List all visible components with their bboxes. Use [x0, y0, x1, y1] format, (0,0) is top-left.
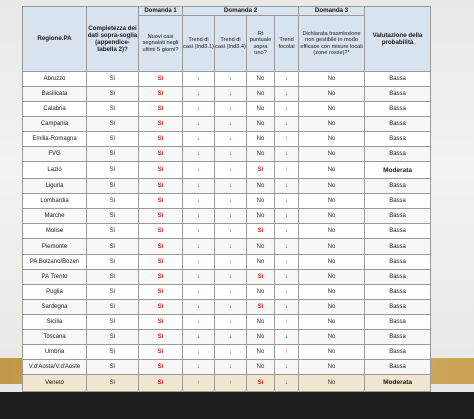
cell-nuovi-casi: Sì: [139, 239, 183, 254]
video-bottom-bar: [0, 392, 474, 419]
cell-trend-focolai: ↓: [275, 374, 299, 391]
cell-dichiarata: No: [299, 239, 365, 254]
cell-nuovi-casi: Sì: [139, 374, 183, 391]
cell-completezza: Sì: [87, 299, 139, 314]
cell-trend-focolai: ↓: [275, 72, 299, 87]
cell-trend-focolai: ↓: [275, 239, 299, 254]
cell-probabilita: Bassa: [365, 359, 431, 374]
cell-dichiarata: No: [299, 329, 365, 344]
cell-trend-focolai: ↑: [275, 314, 299, 329]
cell-probabilita: Bassa: [365, 239, 431, 254]
cell-rt-puntuale: No: [247, 314, 275, 329]
cell-rt-puntuale: No: [247, 117, 275, 132]
cell-rt-puntuale: Sì: [247, 269, 275, 284]
cell-region: Sicilia: [23, 314, 87, 329]
cell-dichiarata: No: [299, 117, 365, 132]
cell-dichiarata: No: [299, 102, 365, 117]
cell-completezza: Sì: [87, 314, 139, 329]
cell-trend-ind34: ↓: [215, 102, 247, 117]
cell-nuovi-casi: Sì: [139, 269, 183, 284]
cell-nuovi-casi: Sì: [139, 209, 183, 224]
cell-dichiarata: No: [299, 254, 365, 269]
cell-nuovi-casi: Sì: [139, 254, 183, 269]
cell-completezza: Sì: [87, 344, 139, 359]
cell-completezza: Sì: [87, 239, 139, 254]
cell-nuovi-casi: Sì: [139, 329, 183, 344]
header-nuovi-casi: Nuovi casi segnalati negli ultimi 5 giorni?: [139, 16, 183, 72]
cell-region: Marche: [23, 209, 87, 224]
cell-trend-focolai: ↓: [275, 329, 299, 344]
cell-trend-ind34: ↓: [215, 117, 247, 132]
cell-rt-puntuale: No: [247, 102, 275, 117]
cell-trend-focolai: ↓: [275, 179, 299, 194]
cell-trend-ind34: ↓: [215, 269, 247, 284]
cell-completezza: Sì: [87, 132, 139, 147]
cell-rt-puntuale: Sì: [247, 299, 275, 314]
table-row: [23, 72, 431, 87]
cell-region: Liguria: [23, 179, 87, 194]
cell-rt-puntuale: No: [247, 329, 275, 344]
cell-rt-puntuale: No: [247, 254, 275, 269]
cell-region: Emilia-Romagna: [23, 132, 87, 147]
cell-trend-ind31: ↓: [183, 162, 215, 179]
cell-trend-ind34: ↑: [215, 374, 247, 391]
cell-probabilita: Bassa: [365, 269, 431, 284]
cell-trend-focolai: ↓: [275, 269, 299, 284]
cell-region: FVG: [23, 147, 87, 162]
cell-trend-ind31: ↓: [183, 87, 215, 102]
cell-probabilita: Bassa: [365, 209, 431, 224]
cell-nuovi-casi: Sì: [139, 102, 183, 117]
cell-trend-focolai: ↓: [275, 209, 299, 224]
cell-trend-focolai: ↓: [275, 284, 299, 299]
cell-completezza: Sì: [87, 87, 139, 102]
table-row: [23, 299, 431, 314]
cell-trend-focolai: ↑: [275, 162, 299, 179]
cell-region: Puglia: [23, 284, 87, 299]
cell-completezza: Sì: [87, 102, 139, 117]
cell-rt-puntuale: Sì: [247, 224, 275, 239]
cell-trend-ind34: ↓: [215, 179, 247, 194]
cell-probabilita: Bassa: [365, 72, 431, 87]
header-trend-ind31: Trend di casi (Ind3.1): [183, 16, 215, 72]
cell-dichiarata: No: [299, 132, 365, 147]
cell-trend-ind31: ↓: [183, 239, 215, 254]
cell-dichiarata: No: [299, 179, 365, 194]
cell-probabilita: Moderata: [365, 162, 431, 179]
cell-nuovi-casi: Sì: [139, 314, 183, 329]
cell-region: Calabria: [23, 102, 87, 117]
cell-trend-ind34: ↓: [215, 239, 247, 254]
cell-completezza: Sì: [87, 147, 139, 162]
cell-trend-ind34: ↓: [215, 162, 247, 179]
cell-trend-ind34: ↓: [215, 194, 247, 209]
table-row: [23, 179, 431, 194]
header-valutazione: Valutazione della probabilità: [365, 7, 431, 72]
cell-completezza: Sì: [87, 209, 139, 224]
cell-trend-ind31: ↓: [183, 209, 215, 224]
cell-trend-ind34: ↓: [215, 299, 247, 314]
header-domanda-1: Domanda 1: [139, 7, 183, 16]
cell-trend-ind34: ↓: [215, 359, 247, 374]
cell-rt-puntuale: No: [247, 179, 275, 194]
cell-trend-ind31: ↓: [183, 299, 215, 314]
cell-trend-ind31: ↓: [183, 254, 215, 269]
cell-probabilita: Bassa: [365, 132, 431, 147]
cell-region: PA Bolzano/Bozen: [23, 254, 87, 269]
cell-dichiarata: No: [299, 87, 365, 102]
cell-region: Lazio: [23, 162, 87, 179]
cell-nuovi-casi: Sì: [139, 132, 183, 147]
cell-trend-ind34: ↓: [215, 329, 247, 344]
cell-completezza: Sì: [87, 359, 139, 374]
cell-probabilita: Moderata: [365, 374, 431, 391]
cell-trend-focolai: ↓: [275, 117, 299, 132]
cell-nuovi-casi: Sì: [139, 147, 183, 162]
cell-nuovi-casi: Sì: [139, 299, 183, 314]
cell-trend-ind34: ↓: [215, 147, 247, 162]
cell-completezza: Sì: [87, 162, 139, 179]
cell-completezza: Sì: [87, 72, 139, 87]
cell-dichiarata: No: [299, 284, 365, 299]
cell-trend-focolai: ↓: [275, 299, 299, 314]
cell-rt-puntuale: No: [247, 147, 275, 162]
cell-probabilita: Bassa: [365, 329, 431, 344]
cell-probabilita: Bassa: [365, 224, 431, 239]
table-row: [23, 329, 431, 344]
cell-trend-ind31: ↓: [183, 147, 215, 162]
cell-trend-ind31: ↓: [183, 314, 215, 329]
cell-region: Toscana: [23, 329, 87, 344]
header-trend-ind34: Trend di casi (Ind3.4): [215, 16, 247, 72]
cell-region: Piemonte: [23, 239, 87, 254]
table-row: [23, 374, 431, 391]
cell-dichiarata: No: [299, 224, 365, 239]
cell-rt-puntuale: No: [247, 72, 275, 87]
table-row: [23, 87, 431, 102]
table-row: [23, 102, 431, 117]
cell-nuovi-casi: Sì: [139, 87, 183, 102]
probability-table: [22, 6, 431, 392]
cell-nuovi-casi: Sì: [139, 284, 183, 299]
header-trend-focolai: Trend focolai: [275, 16, 299, 72]
cell-dichiarata: No: [299, 269, 365, 284]
cell-trend-ind34: ↓: [215, 132, 247, 147]
cell-trend-ind31: ↓: [183, 284, 215, 299]
cell-trend-ind31: ↓: [183, 132, 215, 147]
table-row: [23, 132, 431, 147]
cell-region: Abruzzo: [23, 72, 87, 87]
cell-rt-puntuale: No: [247, 359, 275, 374]
cell-region: Campania: [23, 117, 87, 132]
cell-nuovi-casi: Sì: [139, 162, 183, 179]
cell-completezza: Sì: [87, 117, 139, 132]
cell-rt-puntuale: No: [247, 239, 275, 254]
cell-probabilita: Bassa: [365, 299, 431, 314]
cell-completezza: Sì: [87, 329, 139, 344]
cell-nuovi-casi: Sì: [139, 179, 183, 194]
header-completezza: Completezza dei dati sopra-soglia (appendice-tabella 2)?: [87, 7, 139, 72]
cell-trend-ind31: ↓: [183, 179, 215, 194]
cell-rt-puntuale: No: [247, 284, 275, 299]
cell-dichiarata: No: [299, 344, 365, 359]
cell-trend-ind31: ↓: [183, 102, 215, 117]
cell-probabilita: Bassa: [365, 179, 431, 194]
cell-trend-ind34: ↓: [215, 314, 247, 329]
header-region: Regione.PA: [23, 7, 87, 72]
cell-trend-ind34: ↓: [215, 284, 247, 299]
cell-nuovi-casi: Sì: [139, 359, 183, 374]
header-dichiarata: Dichiarata trasmissione non gestibile in modo efficace con misure locali (zone rosse)?*: [299, 16, 365, 72]
header-domanda-2: Domanda 2: [183, 7, 299, 16]
cell-region: PA Trento: [23, 269, 87, 284]
cell-completezza: Sì: [87, 269, 139, 284]
cell-rt-puntuale: No: [247, 344, 275, 359]
table-row: [23, 117, 431, 132]
cell-trend-ind31: ↓: [183, 117, 215, 132]
cell-probabilita: Bassa: [365, 344, 431, 359]
cell-rt-puntuale: No: [247, 87, 275, 102]
cell-trend-focolai: ↓: [275, 102, 299, 117]
cell-trend-focolai: ↑: [275, 132, 299, 147]
cell-trend-ind31: ↓: [183, 194, 215, 209]
cell-rt-puntuale: No: [247, 194, 275, 209]
cell-trend-focolai: ↑: [275, 344, 299, 359]
cell-nuovi-casi: Sì: [139, 224, 183, 239]
cell-dichiarata: No: [299, 162, 365, 179]
cell-trend-focolai: ↓: [275, 87, 299, 102]
cell-probabilita: Bassa: [365, 314, 431, 329]
cell-rt-puntuale: Sì: [247, 374, 275, 391]
cell-trend-ind31: ↑: [183, 374, 215, 391]
table-row: [23, 359, 431, 374]
table-row: [23, 147, 431, 162]
table-row: [23, 314, 431, 329]
cell-trend-focolai: ↓: [275, 254, 299, 269]
table-row: [23, 269, 431, 284]
header-rt-puntuale: Rt puntuale sopra uno?: [247, 16, 275, 72]
cell-rt-puntuale: No: [247, 132, 275, 147]
cell-nuovi-casi: Sì: [139, 344, 183, 359]
cell-completezza: Sì: [87, 374, 139, 391]
cell-dichiarata: No: [299, 374, 365, 391]
cell-trend-ind31: ↓: [183, 329, 215, 344]
cell-trend-focolai: ↓: [275, 224, 299, 239]
cell-trend-focolai: ↓: [275, 147, 299, 162]
cell-dichiarata: No: [299, 72, 365, 87]
cell-completezza: Sì: [87, 254, 139, 269]
cell-trend-ind34: ↓: [215, 87, 247, 102]
cell-dichiarata: No: [299, 299, 365, 314]
cell-nuovi-casi: Sì: [139, 194, 183, 209]
cell-probabilita: Bassa: [365, 87, 431, 102]
cell-completezza: Sì: [87, 179, 139, 194]
cell-completezza: Sì: [87, 284, 139, 299]
cell-trend-ind31: ↓: [183, 72, 215, 87]
cell-probabilita: Bassa: [365, 117, 431, 132]
cell-rt-puntuale: Sì: [247, 162, 275, 179]
table-row: [23, 209, 431, 224]
cell-trend-ind34: ↓: [215, 72, 247, 87]
table-row: [23, 239, 431, 254]
cell-rt-puntuale: No: [247, 209, 275, 224]
table-row: [23, 162, 431, 179]
cell-probabilita: Bassa: [365, 194, 431, 209]
cell-region: Molise: [23, 224, 87, 239]
cell-trend-ind31: ↓: [183, 344, 215, 359]
cell-dichiarata: No: [299, 359, 365, 374]
cell-probabilita: Bassa: [365, 284, 431, 299]
cell-trend-ind34: ↓: [215, 254, 247, 269]
cell-trend-ind31: ↓: [183, 269, 215, 284]
header-domanda-3: Domanda 3: [299, 7, 365, 16]
table-row: [23, 254, 431, 269]
cell-trend-ind31: ↓: [183, 224, 215, 239]
cell-dichiarata: No: [299, 147, 365, 162]
cell-completezza: Sì: [87, 224, 139, 239]
cell-dichiarata: No: [299, 194, 365, 209]
table-row: [23, 224, 431, 239]
cell-nuovi-casi: Sì: [139, 72, 183, 87]
table-row: [23, 284, 431, 299]
cell-trend-ind34: ↓: [215, 224, 247, 239]
cell-completezza: Sì: [87, 194, 139, 209]
cell-nuovi-casi: Sì: [139, 117, 183, 132]
cell-region: Basilicata: [23, 87, 87, 102]
cell-trend-focolai: ↓: [275, 194, 299, 209]
cell-trend-ind31: ↓: [183, 359, 215, 374]
cell-trend-ind34: ↓: [215, 344, 247, 359]
cell-region: Sardegna: [23, 299, 87, 314]
cell-region: V.d'Aosta/V.d'Aoste: [23, 359, 87, 374]
cell-region: Lombardia: [23, 194, 87, 209]
cell-region: Veneto: [23, 374, 87, 391]
table-body: [23, 72, 431, 392]
table-row: [23, 194, 431, 209]
cell-probabilita: Bassa: [365, 102, 431, 117]
cell-dichiarata: No: [299, 314, 365, 329]
cell-probabilita: Bassa: [365, 147, 431, 162]
cell-region: Umbria: [23, 344, 87, 359]
cell-probabilita: Bassa: [365, 254, 431, 269]
cell-trend-focolai: ↓: [275, 359, 299, 374]
table-row: [23, 344, 431, 359]
cell-trend-ind34: ↓: [215, 209, 247, 224]
cell-dichiarata: No: [299, 209, 365, 224]
